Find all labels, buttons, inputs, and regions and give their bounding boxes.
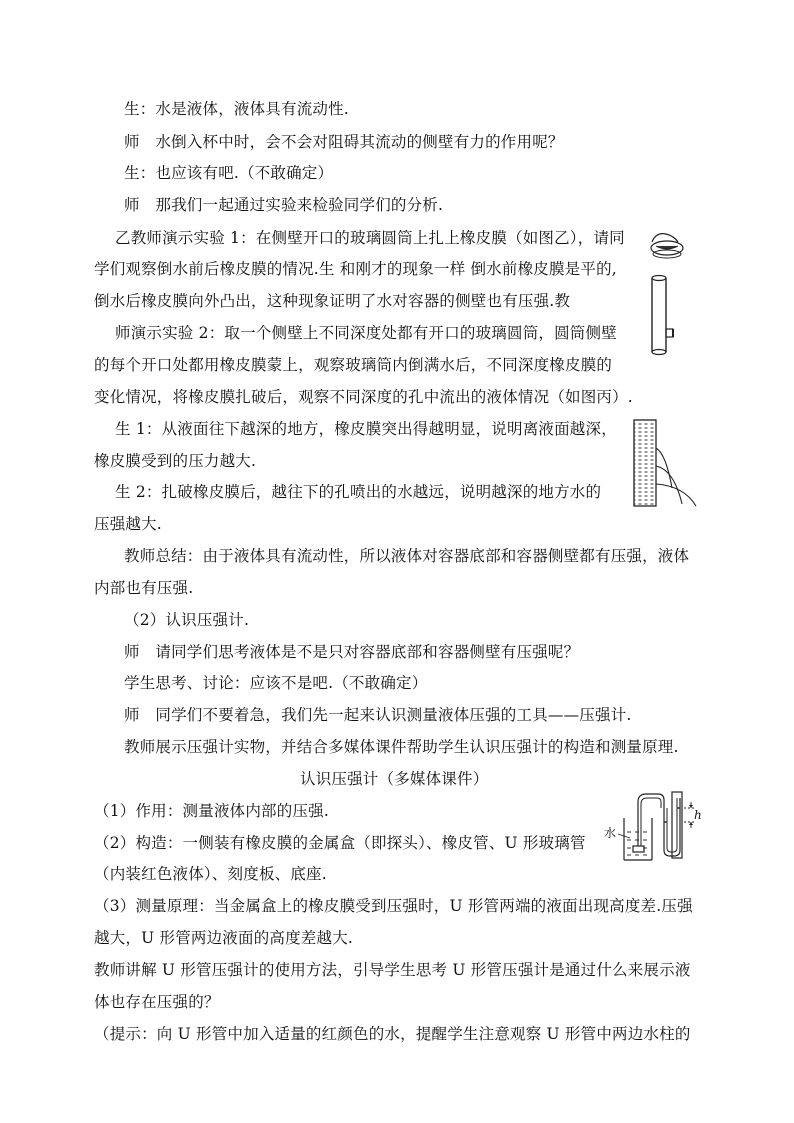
figure-u-tube-manometer (600, 788, 710, 864)
text-line-27: 越大，U 形管两边液面的高度差越大. (94, 929, 354, 947)
text-line-8: 师演示实验 2：取一个侧壁上不同深度处都有开口的玻璃圆筒，圆筒侧壁 (115, 324, 617, 342)
text-line-7: 倒水后橡皮膜向外凸出，这种现象证明了水对容器的侧壁也有压强.教 (94, 292, 571, 310)
figure-label-height: h (694, 808, 702, 822)
text-line-9: 的每个开口处都用橡皮膜蒙上，观察玻璃筒内倒满水后，不同深度橡皮膜的 (94, 356, 613, 374)
text-line-28: 教师讲解 U 形管压强计的使用方法，引导学生思考 U 形管压强计是通过什么来展示液 (94, 961, 691, 979)
text-line-30: （提示：向 U 形管中加入适量的红颜色的水，提醒学生注意观察 U 形管中两边水柱的 (94, 1025, 691, 1043)
text-line-4: 师 那我们一起通过实验来检验同学们的分析. (124, 196, 444, 214)
text-line-29: 体也存在压强的？ (94, 993, 220, 1011)
text-line-6: 学们观察倒水前后橡皮膜的情况.生 和刚才的现象一样 倒水前橡皮膜是平的, (94, 260, 617, 278)
text-line-24: （2）构造：一侧装有橡皮膜的金属盒（即探头）、橡皮管、U 形玻璃管 (94, 834, 586, 852)
figure-water-jets-experiment (632, 418, 704, 510)
text-line-25: （内装红色液体）、刻度板、底座. (94, 865, 327, 883)
section-heading: 认识压强计（多媒体课件） (300, 770, 489, 788)
text-line-1: 生：水是液体，液体具有流动性. (124, 100, 349, 118)
text-line-13: 生 2：扎破橡皮膜后，越往下的孔喷出的水越远，说明越深的地方水的 (115, 483, 602, 501)
text-line-23: （1）作用：测量液体内部的压强. (94, 802, 329, 820)
text-line-20: 师 同学们不要着急，我们先一起来认识测量液体压强的工具——压强计. (124, 706, 632, 724)
text-line-17: （2）认识压强计. (124, 611, 250, 629)
figure-label-water: 水 (604, 826, 617, 840)
text-line-19: 学生思考、讨论：应该不是吧.（不敢确定） (124, 674, 428, 692)
text-line-12: 橡皮膜受到的压力越大. (94, 452, 257, 470)
text-line-10: 变化情况，将橡皮膜扎破后，观察不同深度的孔中流出的液体情况（如图丙）. (94, 388, 633, 406)
text-line-21: 教师展示压强计实物，并结合多媒体课件帮助学生认识压强计的构造和测量原理. (124, 738, 679, 756)
figure-side-membrane-experiment (642, 226, 692, 366)
text-line-2: 师 水倒入杯中时，会不会对阻碍其流动的侧壁有力的作用呢？ (124, 133, 564, 151)
text-line-11: 生 1：从液面往下越深的地方，橡皮膜突出得越明显，说明离液面越深， (115, 420, 617, 438)
text-line-15: 教师总结：由于液体具有流动性，所以液体对容器底部和容器侧壁都有压强，液体 (124, 547, 690, 565)
text-line-16: 内部也有压强. (94, 579, 194, 597)
text-line-3: 生：也应该有吧.（不敢确定） (124, 164, 334, 182)
text-line-14: 压强越大. (94, 515, 162, 533)
text-line-26: （3）测量原理：当金属盒上的橡皮膜受到压强时，U 形管两端的液面出现高度差.压强 (94, 897, 693, 915)
text-line-18: 师 请同学们思考液体是不是只对容器底部和容器侧壁有压强呢？ (124, 643, 580, 661)
text-line-5: 乙教师演示实验 1：在侧壁开口的玻璃圆筒上扎上橡皮膜（如图乙），请同 (115, 229, 625, 247)
